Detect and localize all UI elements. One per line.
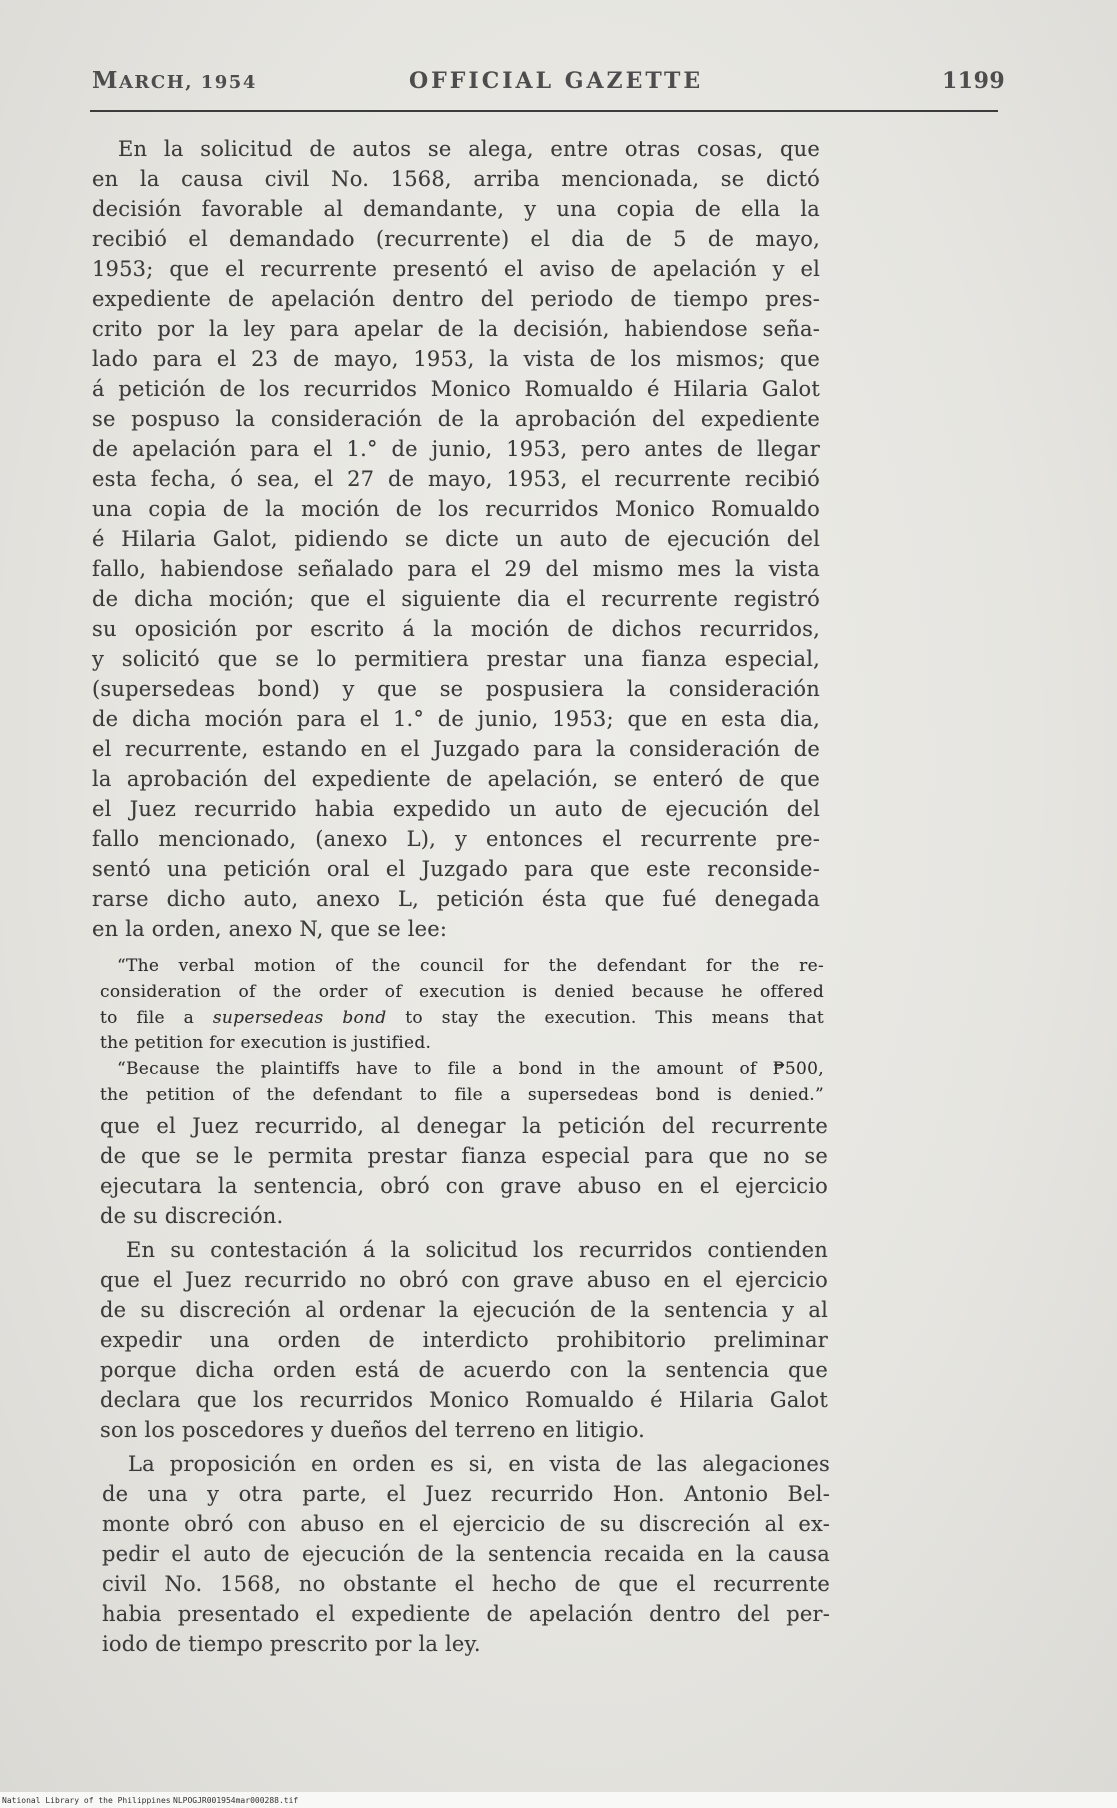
- text-line: expedir una orden de interdicto prohibitorio preliminar: [100, 1328, 828, 1352]
- text-line: y solicitó que se lo permitiera prestar una fianza especial,: [92, 647, 820, 671]
- text-line: declara que los recurridos Monico Romualdo é Hilaria Galot: [100, 1388, 828, 1412]
- quote-line: the petition for execution is justified.: [100, 1033, 432, 1054]
- text-line: habia presentado el expediente de apelación dentro del per-: [102, 1602, 830, 1626]
- text-line: su oposición por escrito á la moción de dichos recurridos,: [92, 617, 820, 641]
- quote-line: “The verbal motion of the council for the defendant for the re-: [117, 956, 824, 976]
- quote-text: to file a: [100, 1007, 213, 1028]
- text-line: crito por la ley para apelar de la decisión, habiendose seña-: [92, 317, 820, 341]
- paragraph: [100, 1111, 828, 1231]
- text-line: monte obró con abuso en el ejercicio de su discreción al ex-: [102, 1512, 830, 1536]
- quote-line: consideration of the order of execution is denied because he offered: [100, 981, 824, 1002]
- text-line: porque dicha orden está de acuerdo con la sentencia que: [100, 1358, 828, 1382]
- text-line: en la causa civil No. 1568, arriba mencionada, se dictó: [92, 167, 820, 191]
- text-line: recibió el demandado (recurrente) el dia de 5 de mayo,: [92, 227, 820, 251]
- quote-line: “Because the plaintiffs have to file a bond in the amount of ₱500,: [117, 1059, 824, 1080]
- text-line: una copia de la moción de los recurridos Monico Romualdo: [92, 497, 820, 521]
- paragraph: [92, 134, 820, 944]
- text-line: de su discreción al ordenar la ejecución de la sentencia y al: [100, 1298, 828, 1322]
- text-line: expediente de apelación dentro del periodo de tiempo pres-: [92, 287, 820, 311]
- text-line: se pospuso la consideración de la aprobación del expediente: [92, 407, 820, 431]
- footer-file-name: NLPOGJR001954mar000288.tif: [173, 1796, 299, 1805]
- text-line: el Juez recurrido habia expedido un auto de ejecución del: [92, 797, 820, 821]
- text-line: en la orden, anexo N, que se lee:: [92, 917, 448, 941]
- page-number: 1199: [942, 68, 1006, 94]
- text-line: el recurrente, estando en el Juzgado para la consideración de: [92, 737, 820, 761]
- footer-library-credit: National Library of the Philippines: [2, 1796, 171, 1805]
- text-line: de su discreción.: [100, 1204, 284, 1228]
- text-line: de una y otra parte, el Juez recurrido Hon. Antonio Bel-: [102, 1482, 830, 1506]
- paragraph: [102, 1449, 830, 1659]
- text-line: lado para el 23 de mayo, 1953, la vista de los mismos; que: [92, 347, 820, 371]
- text-line: civil No. 1568, no obstante el hecho de que el recurrente: [102, 1572, 830, 1596]
- quoted-order: [100, 954, 824, 1109]
- header-rule: [90, 110, 998, 112]
- text-line: de dicha moción para el 1.° de junio, 1953; que en esta dia,: [92, 707, 820, 731]
- text-line: esta fecha, ó sea, el 27 de mayo, 1953, el recurrente recibió: [92, 467, 820, 491]
- quote-italic-term: supersedeas bond: [212, 1007, 387, 1028]
- publication-title: OFFICIAL GAZETTE: [409, 68, 704, 94]
- text-line: pedir el auto de ejecución de la sentencia recaida en la causa: [102, 1542, 830, 1566]
- text-line: que el Juez recurrido, al denegar la petición del recurrente: [100, 1114, 828, 1138]
- text-line: En la solicitud de autos se alega, entre otras cosas, que: [118, 137, 820, 161]
- text-line: ejecutara la sentencia, obró con grave abuso en el ejercicio: [100, 1174, 828, 1198]
- text-line: de que se le permita prestar fianza especial para que no se: [100, 1144, 828, 1168]
- quote-text: to stay the execution. This means that: [386, 1007, 825, 1028]
- paragraph: [100, 1235, 828, 1445]
- text-line: fallo, habiendose señalado para el 29 del mismo mes la vista: [92, 557, 820, 581]
- text-line: sentó una petición oral el Juzgado para que este reconside-: [92, 857, 820, 881]
- running-date: MARCH, 1954: [92, 67, 257, 94]
- text-line: rarse dicho auto, anexo L, petición ésta que fué denegada: [92, 887, 820, 911]
- text-line: En su contestación á la solicitud los recurridos contienden: [126, 1238, 828, 1262]
- text-line: 1953; que el recurrente presentó el aviso de apelación y el: [92, 257, 820, 281]
- text-line: son los poscedores y dueños del terreno en litigio.: [100, 1418, 646, 1442]
- text-line: (supersedeas bond) y que se pospusiera la consideración: [92, 677, 820, 701]
- text-line: de dicha moción; que el siguiente dia el recurrente registró: [92, 587, 820, 611]
- quote-line: the petition of the defendant to file a supersedeas bond is denied.”: [100, 1084, 824, 1105]
- quote-line: [100, 1006, 824, 1032]
- text-line: iodo de tiempo prescrito por la ley.: [102, 1632, 481, 1656]
- text-line: La proposición en orden es si, en vista de las alegaciones: [128, 1452, 830, 1476]
- text-line: la aprobación del expediente de apelación, se enteró de que: [92, 767, 820, 791]
- text-line: de apelación para el 1.° de junio, 1953, pero antes de llegar: [92, 437, 820, 461]
- text-line: é Hilaria Galot, pidiendo se dicte un auto de ejecución del: [92, 527, 820, 551]
- text-line: á petición de los recurridos Monico Romualdo é Hilaria Galot: [92, 377, 820, 401]
- text-line: que el Juez recurrido no obró con grave abuso en el ejercicio: [100, 1268, 828, 1292]
- text-line: fallo mencionado, (anexo L), y entonces el recurrente pre-: [92, 827, 820, 851]
- text-line: decisión favorable al demandante, y una copia de ella la: [92, 197, 820, 221]
